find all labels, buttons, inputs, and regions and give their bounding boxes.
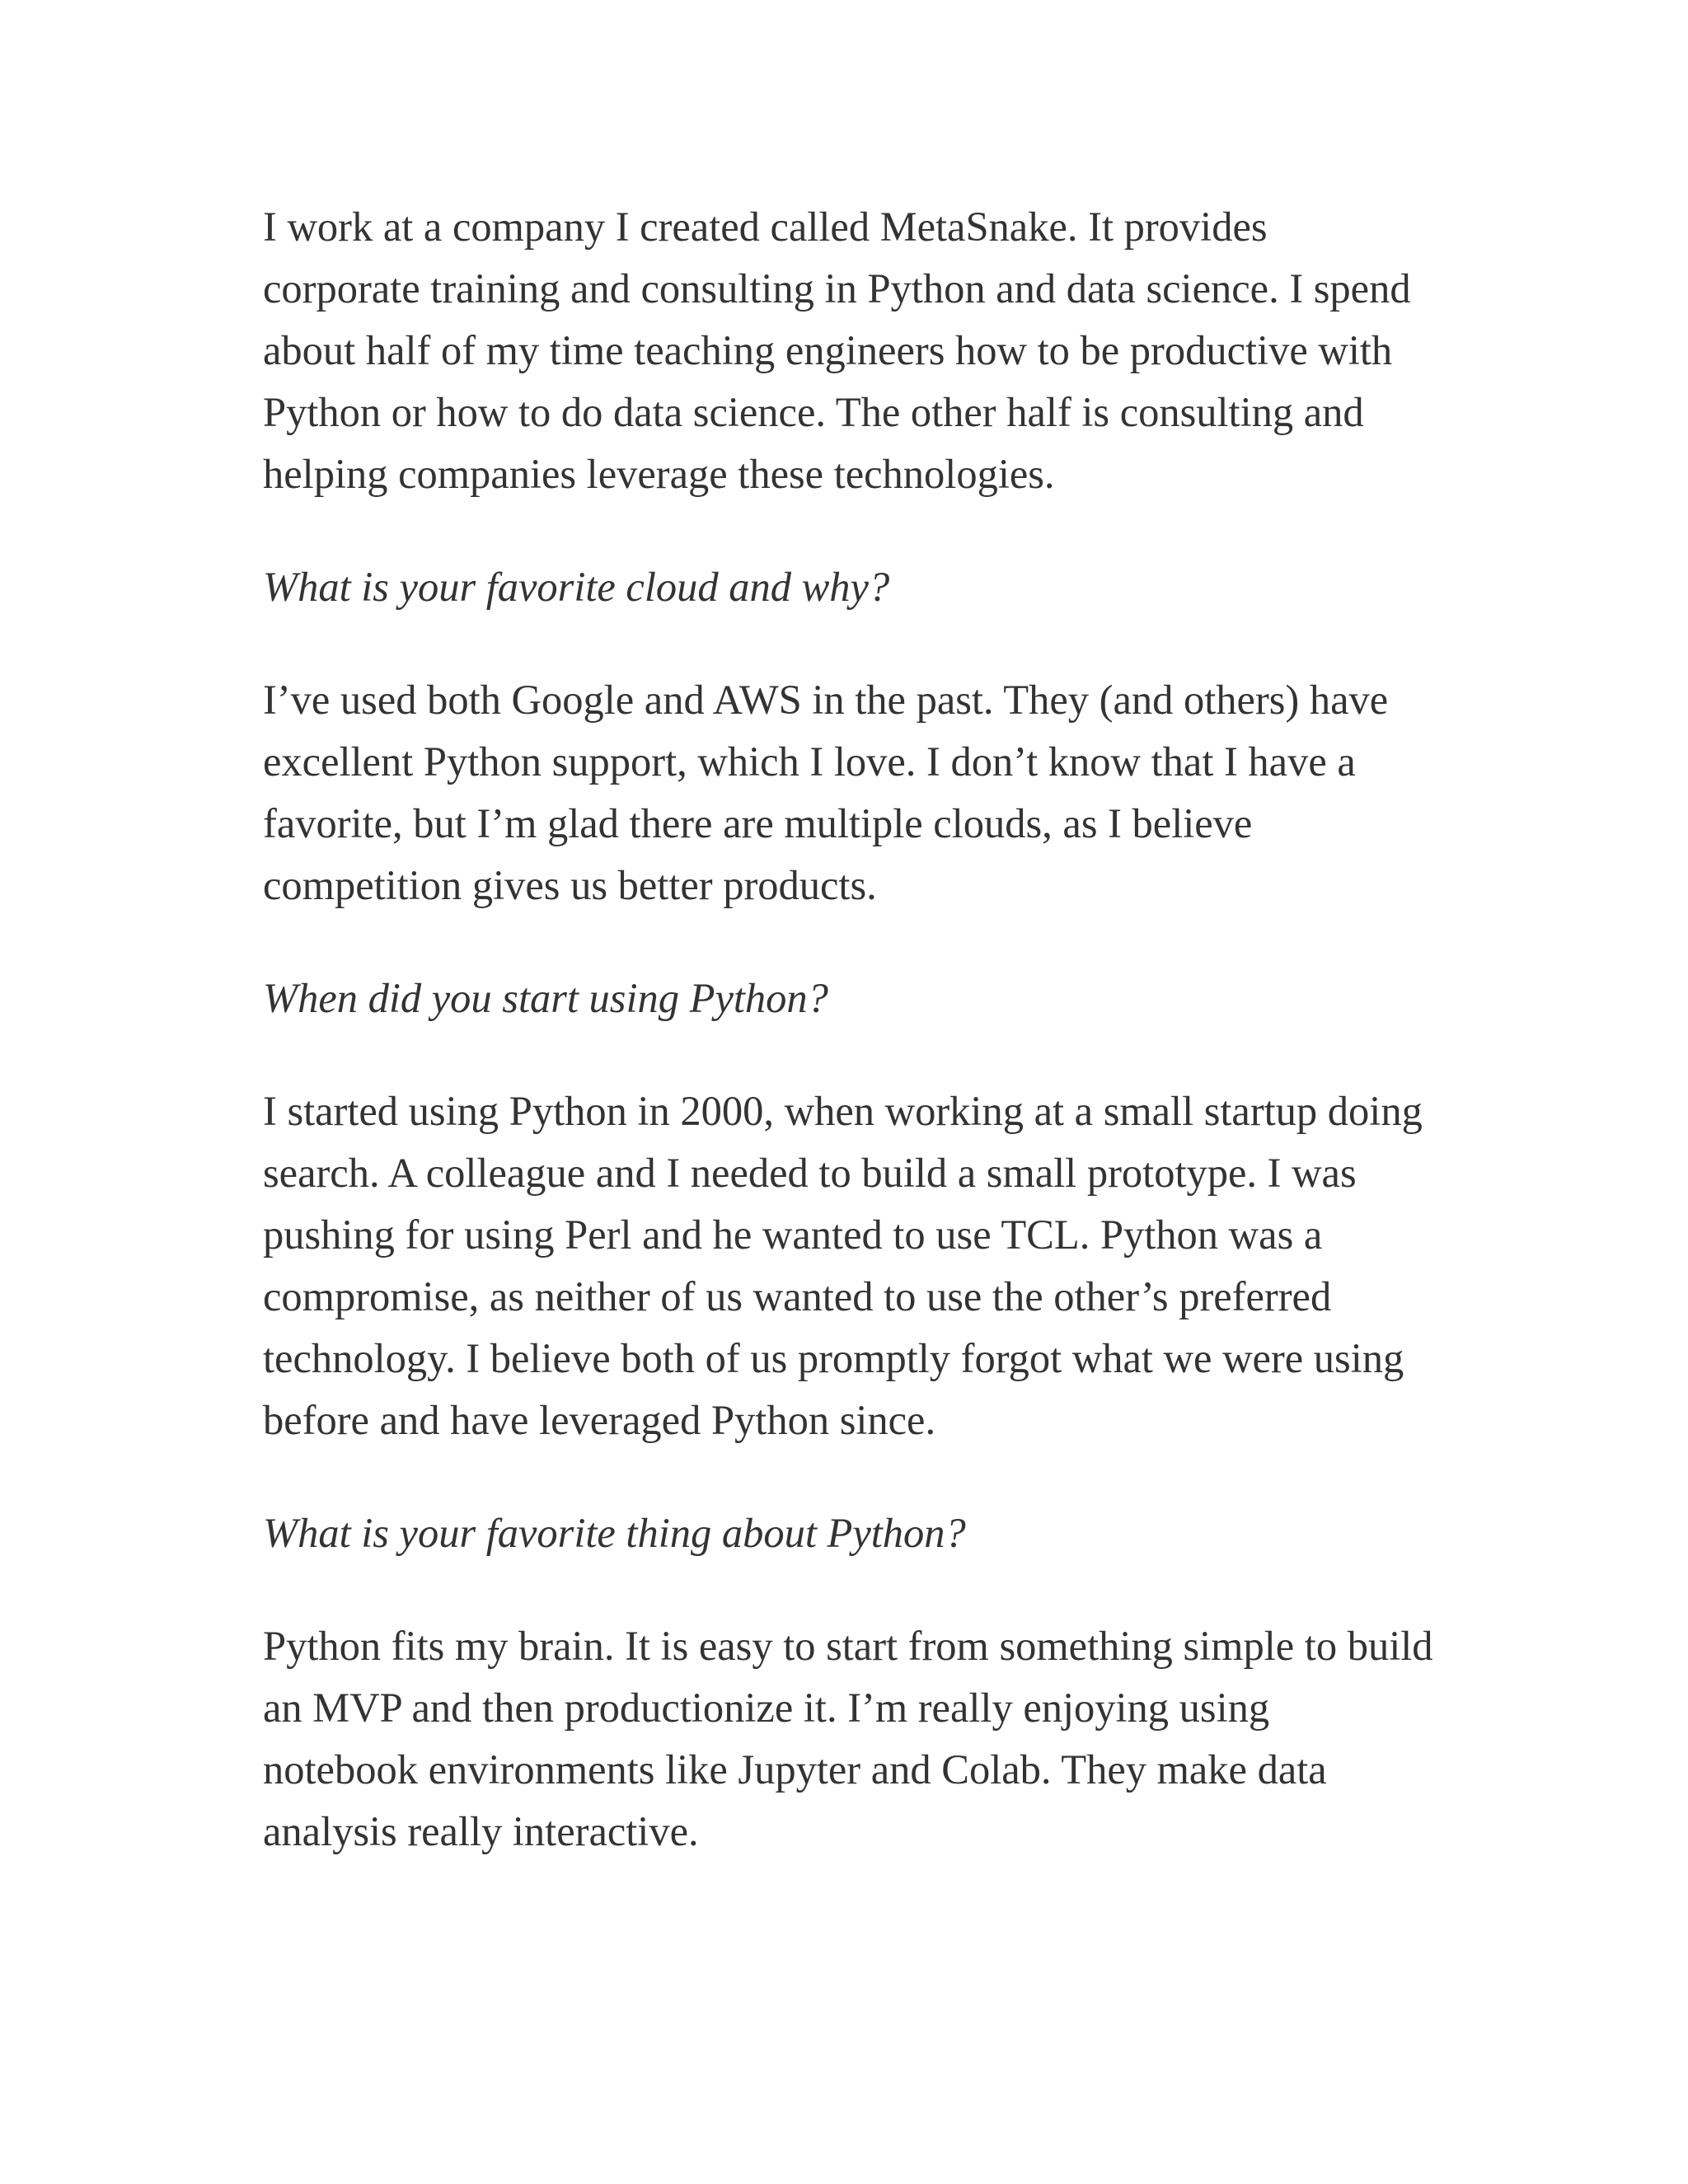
question-favorite-cloud: What is your favorite cloud and why?	[263, 564, 890, 610]
question-start-python: When did you start using Python?	[263, 975, 828, 1021]
answer-paragraph-favorite-thing: Python fits my brain. It is easy to start from something simple to build an MVP and then productionize it. I’m really enjoying using notebook environments like Jupyter and Colab. They make data analysis really interactive.	[263, 1623, 1433, 1854]
answer-paragraph-start: I started using Python in 2000, when working at a small startup doing search. A colleague and I needed to build a small prototype. I was pushing for using Perl and he wanted to use TCL. Python was a compromise, as neither of us wanted to use the other’s preferred technology. I believe both of us promptly forgot what we were using before and have leveraged Python since.	[263, 1088, 1423, 1443]
article-body	[263, 196, 1433, 1914]
question-favorite-thing: What is your favorite thing about Python?	[263, 1510, 966, 1556]
answer-paragraph-cloud: I’ve used both Google and AWS in the past. They (and others) have excellent Python support, which I love. I don’t know that I have a favorite, but I’m glad there are multiple clouds, as I believe competition gives us better products.	[263, 677, 1389, 908]
answer-paragraph-company: I work at a company I created called MetaSnake. It provides corporate training and consulting in Python and data science. I spend about half of my time teaching engineers how to be productive with Python or how to do data science. The other half is consulting and helping companies leverage these technologies.	[263, 204, 1411, 497]
